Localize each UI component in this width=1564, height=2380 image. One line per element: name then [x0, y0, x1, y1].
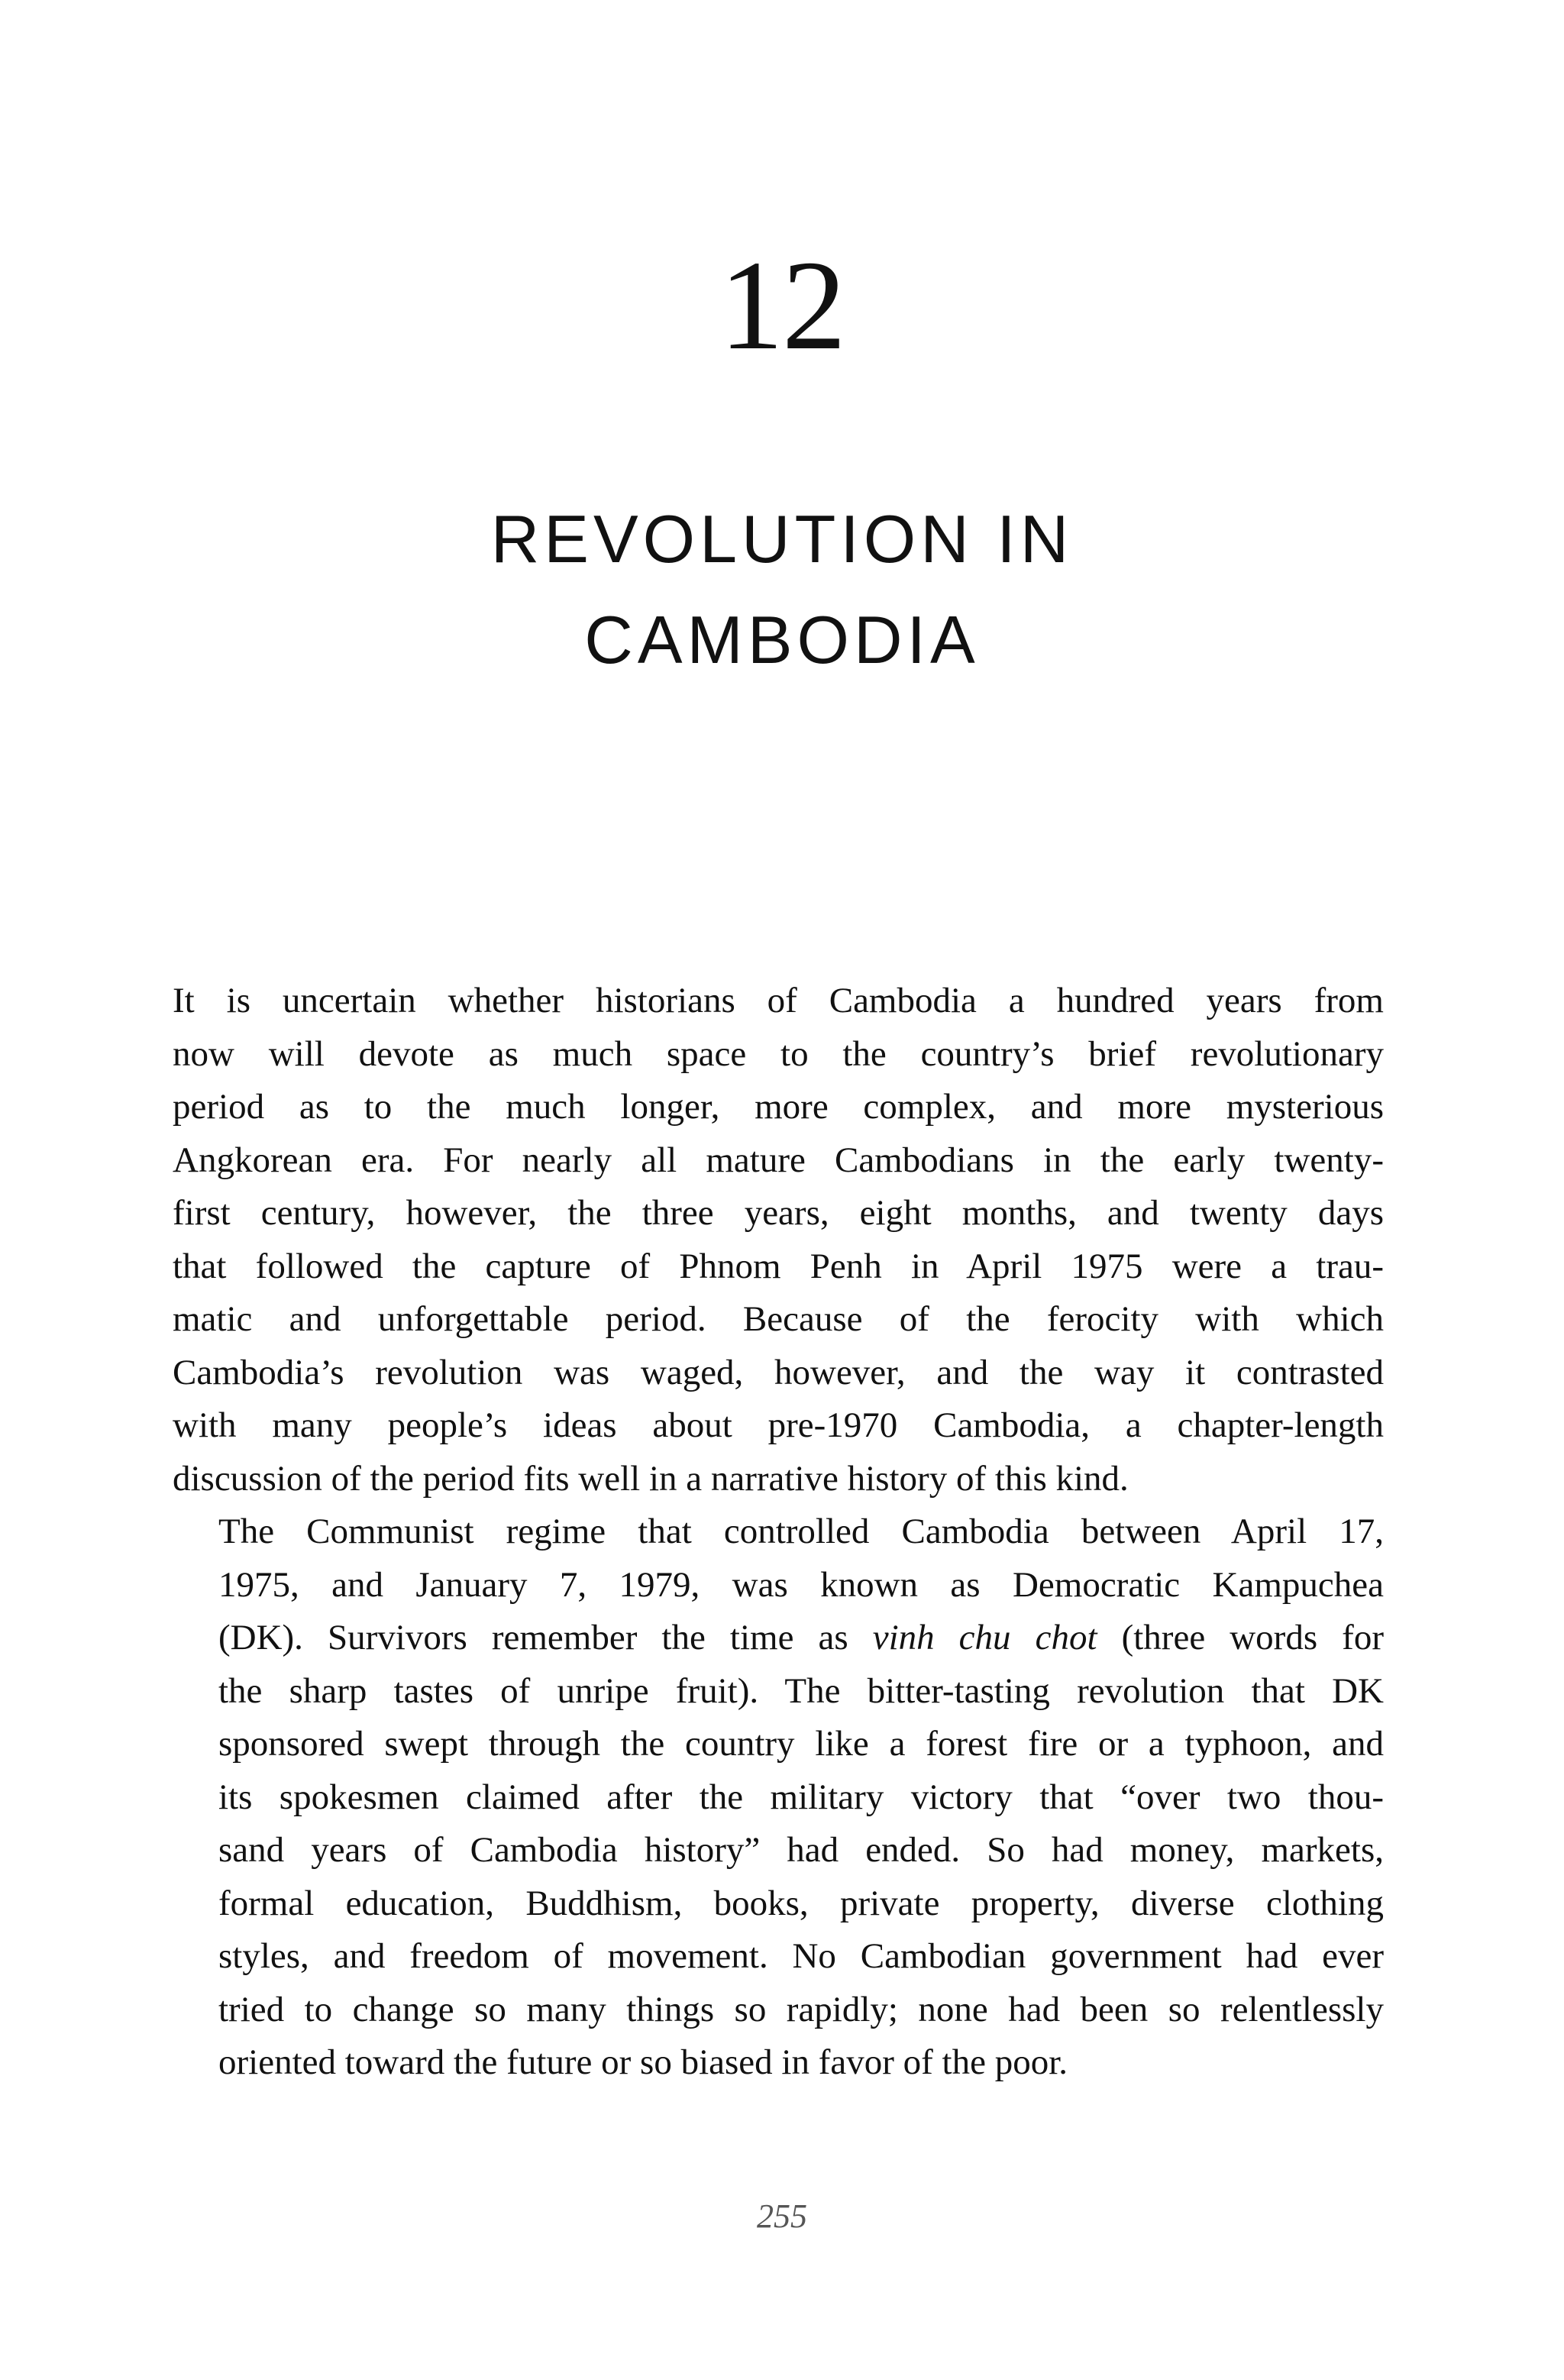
- text-run: (three words for: [1097, 1618, 1384, 1657]
- chapter-number: 12: [719, 234, 845, 377]
- chapter-title: [0, 489, 1564, 690]
- text-line: It is uncertain whether historians of Cambodia a hundred years from: [173, 981, 1384, 1020]
- text-run: (DK). Survivors remember the time as: [218, 1618, 873, 1657]
- text-line: with many people’s ideas about pre-1970 Cambodia, a chapter-length: [173, 1405, 1384, 1445]
- text-line: Angkorean era. For nearly all mature Cambodians in the early twenty-: [173, 1140, 1384, 1180]
- text-line: styles, and freedom of movement. No Cambodian government had ever: [218, 1936, 1384, 1976]
- text-line-with-italic: [173, 1612, 1384, 1665]
- text-line: oriented toward the future or so biased in favor of the poor.: [218, 2042, 1068, 2082]
- text-line: that followed the capture of Phnom Penh in April 1975 were a trau-: [173, 1246, 1384, 1286]
- paragraph-1: [173, 975, 1384, 1505]
- text-line: matic and unforgettable period. Because of the ferocity with which: [173, 1299, 1384, 1339]
- text-line: Cambodia’s revolution was waged, however, and the way it contrasted: [173, 1352, 1384, 1392]
- text-line: its spokesmen claimed after the military victory that “over two thou-: [218, 1777, 1384, 1817]
- page-number: 255: [757, 2197, 807, 2235]
- text-line: formal education, Buddhism, books, private property, diverse clothing: [218, 1883, 1384, 1923]
- khmer-term: vinh chu chot: [872, 1618, 1097, 1657]
- text-line: sand years of Cambodia history” had ended. So had money, markets,: [218, 1830, 1384, 1870]
- text-line: now will devote as much space to the country’s brief revolutionary: [173, 1033, 1384, 1074]
- chapter-body: [173, 975, 1384, 2090]
- text-line: period as to the much longer, more complex, and more mysterious: [173, 1087, 1384, 1127]
- chapter-title-line-1: REVOLUTION IN: [490, 501, 1074, 577]
- text-line: tried to change so many things so rapidly; none had been so relentlessly: [218, 1989, 1384, 2029]
- text-line: the sharp tastes of unripe fruit). The bitter-tasting revolution that DK: [218, 1670, 1384, 1711]
- paragraph-2: [173, 1505, 1384, 2090]
- text-line: first century, however, the three years, eight months, and twenty days: [173, 1193, 1384, 1233]
- chapter-title-line-2: CAMBODIA: [584, 602, 980, 677]
- text-line: sponsored swept through the country like a forest fire or a typhoon, and: [218, 1724, 1384, 1764]
- text-line: The Communist regime that controlled Cambodia between April 17,: [218, 1512, 1384, 1551]
- text-line: 1975, and January 7, 1979, was known as Democratic Kampuchea: [218, 1564, 1384, 1605]
- text-line: discussion of the period fits well in a narrative history of this kind.: [173, 1458, 1129, 1499]
